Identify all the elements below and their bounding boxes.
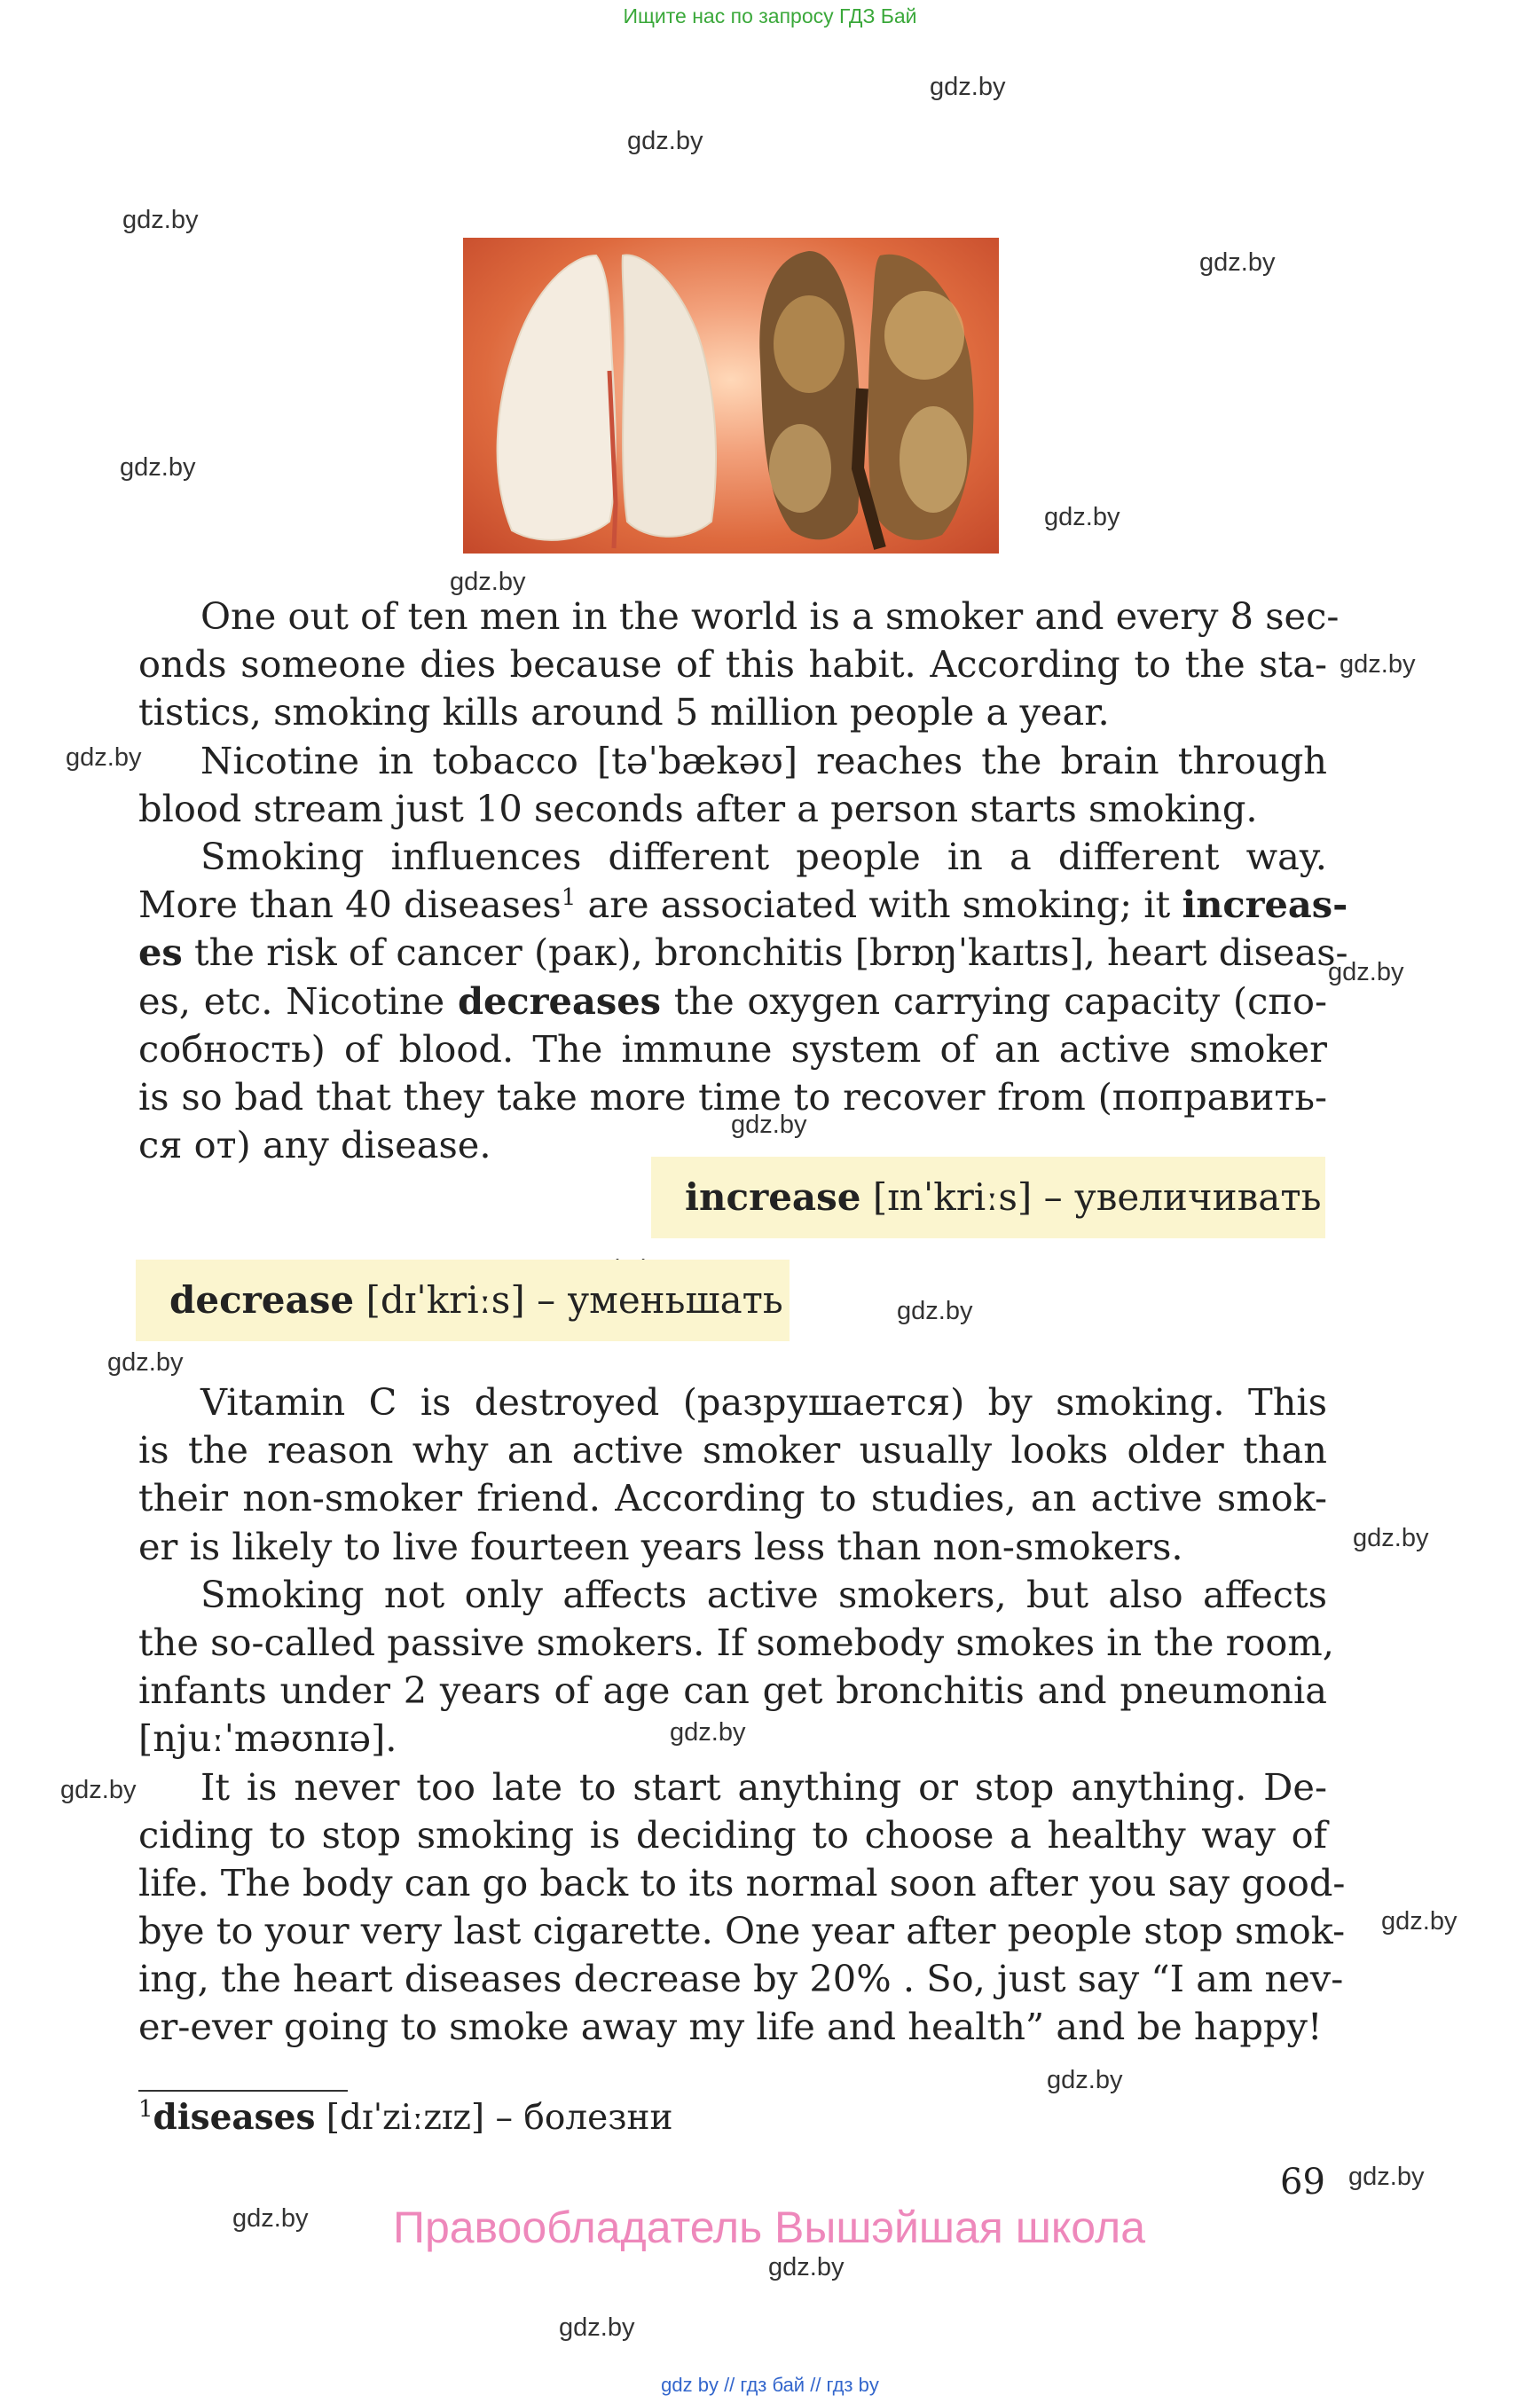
text-line: Smoking not only affects active smokers, but also affects: [200, 1572, 1327, 1616]
watermark: gdz.by: [1328, 958, 1404, 986]
lungs-photo: [463, 238, 999, 554]
watermark: gdz.by: [450, 568, 526, 596]
watermark: gdz.by: [559, 2313, 635, 2342]
watermark: gdz.by: [1381, 1907, 1458, 1936]
footnote-rule: [138, 2090, 348, 2092]
text-line: ciding to stop smoking is deciding to choose a healthy way of: [138, 1812, 1327, 1857]
text-line: es the risk of cancer (рак), bronchitis [brɒŋˈkaɪtɪs], heart diseas-: [138, 931, 1348, 975]
text-line: собность) of blood. The immune system of an active smoker: [138, 1026, 1327, 1071]
watermark: gdz.by: [120, 453, 196, 482]
text-line: More than 40 diseases$^1$ are associated with smoking; it increas-: [138, 883, 1348, 927]
text-line: [njuːˈməʊnɪə].: [138, 1716, 397, 1761]
text-line: blood stream just 10 seconds after a person starts smoking.: [138, 786, 1258, 830]
watermark: gdz.by: [1348, 2163, 1425, 2191]
watermark: gdz.by: [1044, 503, 1120, 531]
watermark: gdz.by: [731, 1111, 807, 1139]
text-line: Nicotine in tobacco [təˈbækəʊ] reaches the brain through: [200, 738, 1327, 782]
top-banner[interactable]: Ищите нас по запросу ГДЗ Бай: [623, 4, 917, 27]
watermark: gdz.by: [107, 1348, 184, 1377]
text-line: It is never too late to start anything or stop anything. De-: [200, 1764, 1327, 1809]
watermark: gdz.by: [1199, 248, 1276, 277]
text-line: infants under 2 years of age can get bronchitis and pneumonia: [138, 1669, 1327, 1713]
footer-links[interactable]: gdz by // гдз бай // гдз by: [661, 2374, 879, 2396]
text-line: onds someone dies because of this habit. According to the sta-: [138, 642, 1327, 687]
watermark: gdz.by: [122, 206, 199, 234]
watermark: gdz.by: [768, 2253, 845, 2281]
footnote: $^1$diseases [dɪˈziːzɪz] – болезни: [138, 2096, 673, 2138]
vocab-box-decrease: decrease [dɪˈkriːs] – уменьшать: [136, 1260, 790, 1341]
text-line: life. The body can go back to its normal soon after you say good-: [138, 1860, 1346, 1904]
text-line: One out of ten men in the world is a smoker and every 8 sec-: [200, 594, 1340, 638]
text-line: ся от) any disease.: [138, 1123, 491, 1167]
text-line: is so bad that they take more time to recover from (поправить-: [138, 1074, 1327, 1119]
watermark: gdz.by: [60, 1776, 137, 1804]
text-line: Smoking influences different people in a different way.: [200, 834, 1327, 878]
watermark: gdz.by: [627, 127, 703, 155]
watermark: gdz.by: [897, 1297, 973, 1325]
text-line: er-ever going to smoke away my life and health” and be happy!: [138, 2005, 1323, 2049]
watermark: gdz.by: [670, 1718, 746, 1747]
page-number: 69: [1280, 2162, 1325, 2203]
text-line: the so-called passive smokers. If somebody smokes in the room,: [138, 1620, 1334, 1664]
text-line: Vitamin C is destroyed (разрушается) by smoking. This: [200, 1380, 1327, 1424]
text-line: is the reason why an active smoker usually looks older than: [138, 1428, 1327, 1472]
watermark: gdz.by: [232, 2204, 309, 2233]
lungs-photo-icon: [463, 238, 999, 554]
vocab-box-increase: increase [ɪnˈkriːs] – увеличивать: [651, 1157, 1325, 1238]
copyright-notice: Правообладатель Вышэйшая школа: [393, 2203, 1145, 2252]
watermark: gdz.by: [930, 73, 1006, 101]
text-line: tistics, smoking kills around 5 million people a year.: [138, 690, 1110, 734]
watermark: gdz.by: [66, 743, 142, 772]
text-line: their non-smoker friend. According to studies, an active smok-: [138, 1476, 1327, 1520]
text-line: ing, the heart diseases decrease by 20% . So, just say “I am nev-: [138, 1957, 1344, 2001]
watermark: gdz.by: [1353, 1524, 1429, 1552]
text-line: bye to your very last cigarette. One year after people stop smok-: [138, 1909, 1346, 1953]
text-line: er is likely to live fourteen years less than non-smokers.: [138, 1524, 1183, 1568]
text-line: es, etc. Nicotine decreases the oxygen carrying capacity (спо-: [138, 978, 1328, 1023]
watermark: gdz.by: [1047, 2066, 1123, 2094]
watermark: gdz.by: [1340, 650, 1416, 679]
